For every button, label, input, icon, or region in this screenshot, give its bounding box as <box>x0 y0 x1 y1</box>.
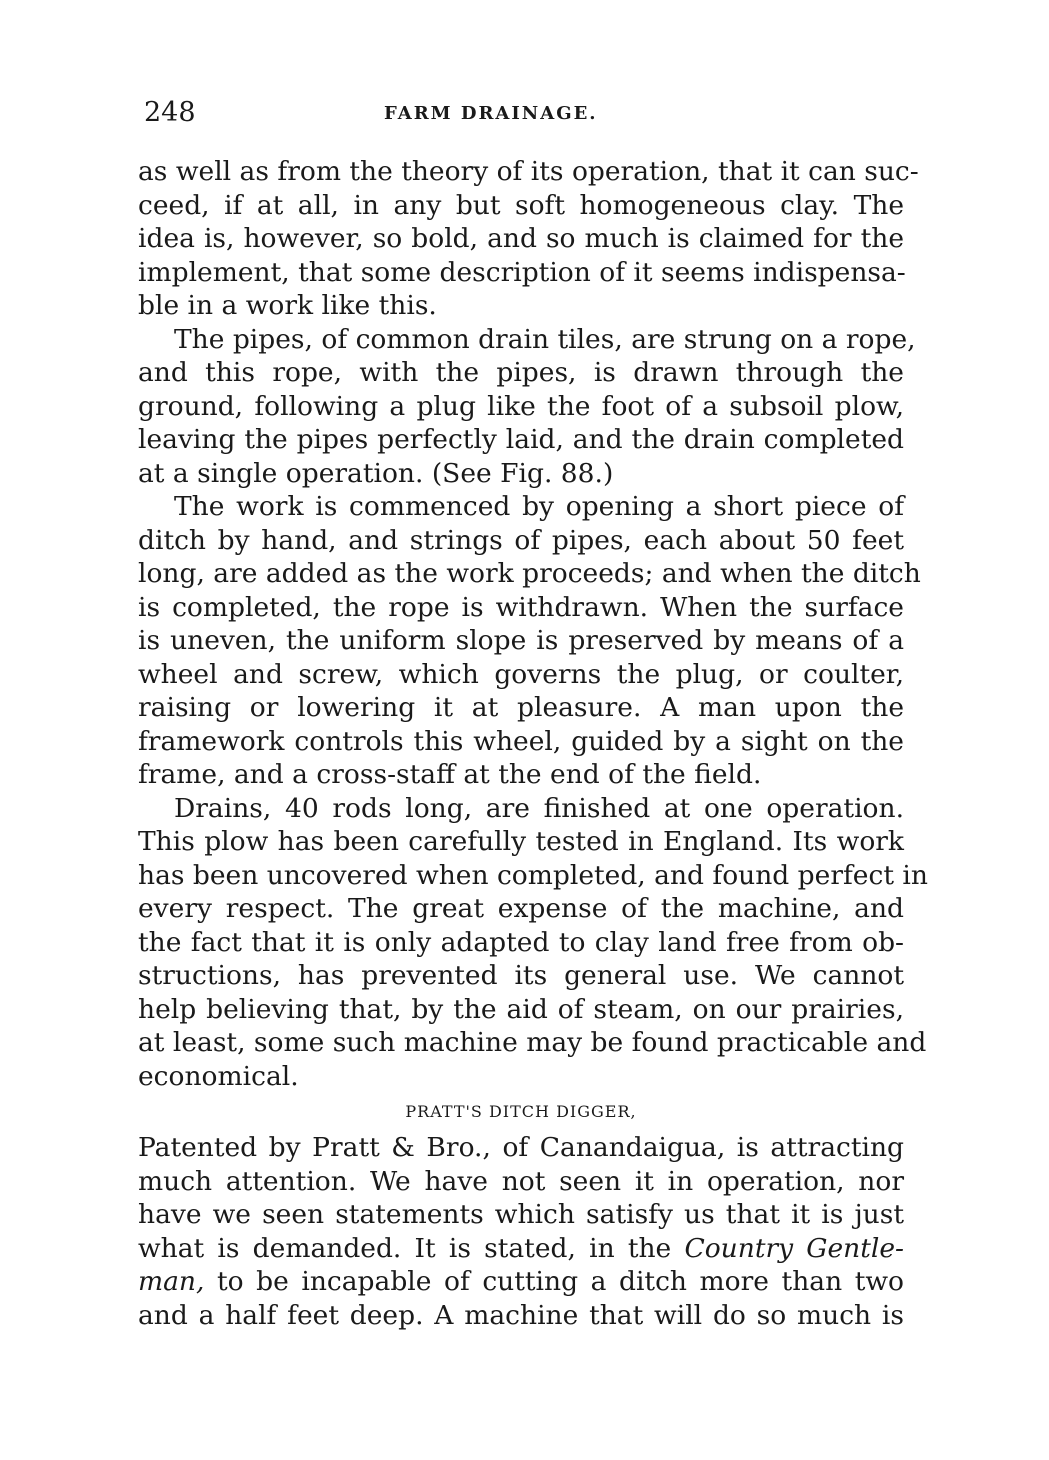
text-line: raising or lowering it at pleasure. A man upon the <box>138 692 904 723</box>
text-line: and this rope, with the pipes, is drawn through the <box>138 357 904 388</box>
text-line: has been uncovered when completed, and found perfect in <box>138 859 928 891</box>
text-line: is uneven, the uniform slope is preserved by means of a <box>138 625 904 656</box>
text-line: ceed, if at all, in any but soft homogeneous clay. The <box>138 189 904 221</box>
paragraph-2 <box>138 323 916 491</box>
text-line: help believing that, by the aid of steam, on our prairies, <box>138 993 904 1025</box>
text-line: frame, and a cross-staff at the end of the field. <box>138 759 762 790</box>
text-line <box>138 1232 904 1266</box>
text-line: as well as from the theory of its operation, that it can suc- <box>138 156 919 187</box>
text-line: economical. <box>138 1060 299 1092</box>
text-line: have we seen statements which satisfy us that it is just <box>138 1199 904 1230</box>
paragraph-3 <box>138 490 921 792</box>
page-body <box>138 155 928 1332</box>
text-line: idea is, however, so bold, and so much is claimed for the <box>138 223 904 254</box>
text-line: the fact that it is only adapted to clay land free from ob- <box>138 926 904 958</box>
paragraph-4 <box>138 792 928 1094</box>
text-span: to be incapable of cutting a ditch more than two <box>204 1266 904 1297</box>
text-line: structions, has prevented its general use. We cannot <box>138 960 904 991</box>
text-line: The pipes, of common drain tiles, are strung on a rope, <box>174 323 916 355</box>
text-line: ble in a work like this. <box>138 290 437 321</box>
text-line: at least, some such machine may be found practicable and <box>138 1027 927 1058</box>
paragraph-1 <box>138 155 919 323</box>
text-line <box>138 1265 904 1299</box>
text-line: Drains, 40 rods long, are finished at one operation. <box>174 792 904 824</box>
text-line: This plow has been carefully tested in England. Its work <box>138 826 904 857</box>
text-line: at a single operation. (See Fig. 88.) <box>138 457 614 489</box>
italic-title: man, <box>138 1266 205 1297</box>
text-line: wheel and screw, which governs the plug, or coulter, <box>138 658 904 690</box>
text-line: implement, that some description of it seems indispensa- <box>138 256 906 288</box>
paragraph-5 <box>138 1131 904 1332</box>
text-line: ground, following a plug like the foot of a subsoil plow, <box>138 390 904 422</box>
text-line: framework controls this wheel, guided by a sight on the <box>138 725 904 757</box>
text-line: ditch by hand, and strings of pipes, each about 50 feet <box>138 524 904 556</box>
section-heading: PRATT'S DITCH DIGGER, <box>405 1102 637 1121</box>
text-line: Patented by Pratt & Bro., of Canandaigua, is attracting <box>138 1132 904 1163</box>
page-number: 248 <box>144 97 196 128</box>
page-header <box>144 97 902 137</box>
text-line: much attention. We have not seen it in operation, nor <box>138 1165 904 1197</box>
italic-title: Country Gentle- <box>684 1232 904 1264</box>
text-line: and a half feet deep. A machine that will do so much is <box>138 1299 904 1331</box>
text-line: leaving the pipes perfectly laid, and the drain completed <box>138 424 904 455</box>
running-head: FARM DRAINAGE. <box>384 103 598 124</box>
text-line: is completed, the rope is withdrawn. When the surface <box>138 591 904 623</box>
text-span: what is demanded. It is stated, in the <box>138 1232 685 1264</box>
text-line: The work is commenced by opening a short piece of <box>174 491 904 522</box>
text-line: long, are added as the work proceeds; and when the ditch <box>138 558 921 589</box>
text-line: every respect. The great expense of the machine, and <box>138 893 904 924</box>
